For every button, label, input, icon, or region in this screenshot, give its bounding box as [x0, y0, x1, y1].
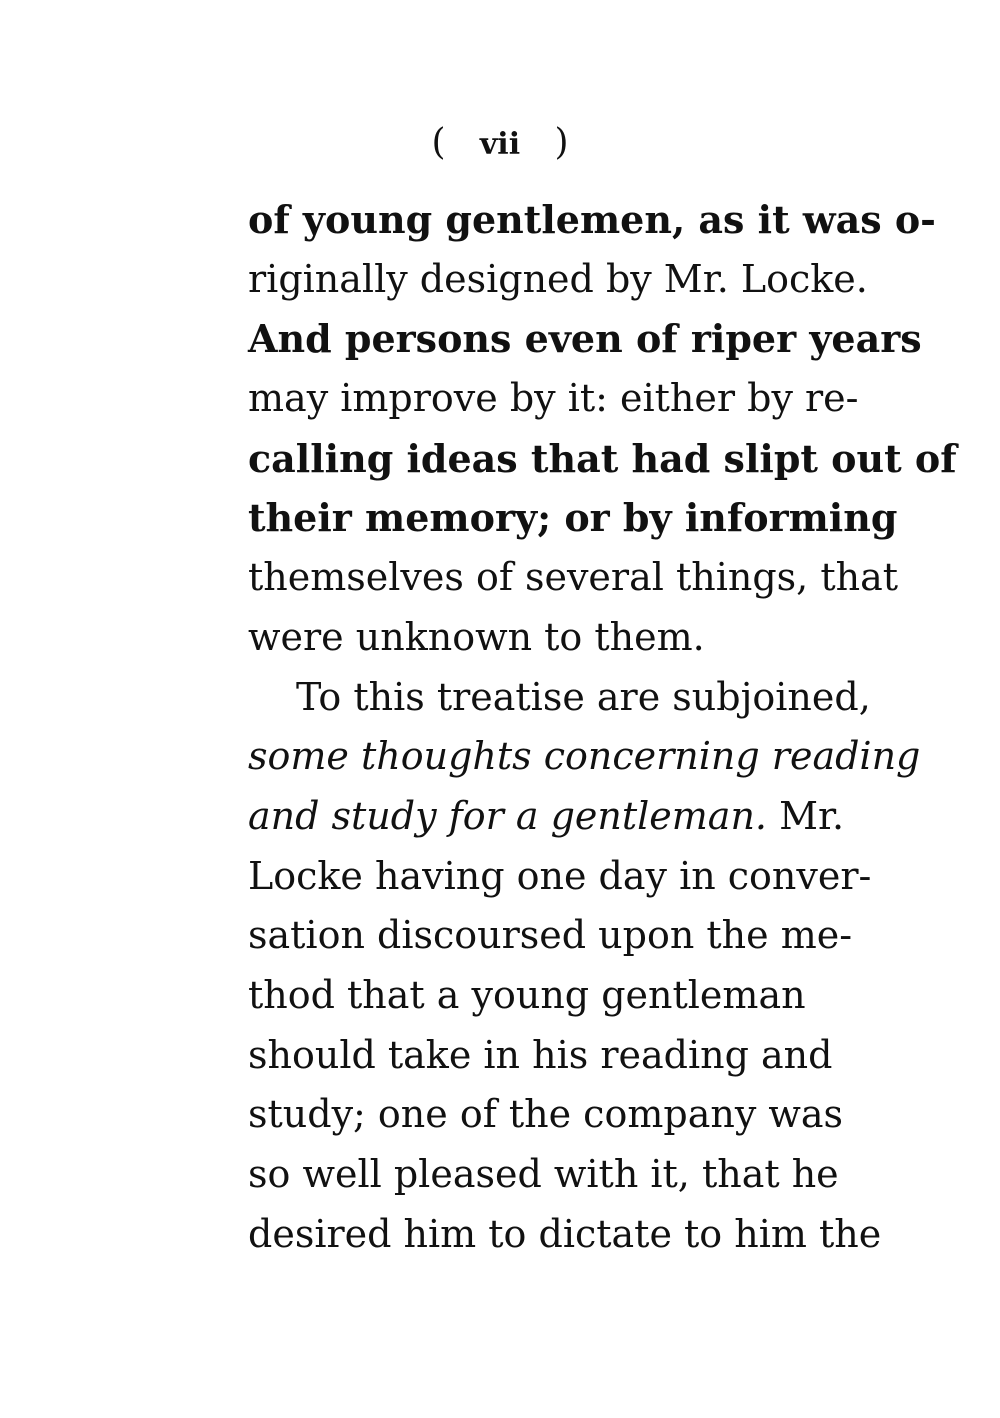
title-italic: and study for a gentleman.	[248, 793, 768, 838]
text-line: study; one of the company was	[248, 1092, 844, 1137]
text-line: desired him to dictate to him the	[248, 1211, 882, 1256]
body-text	[248, 190, 957, 1264]
text-line-italic: some thoughts concerning reading	[248, 734, 921, 779]
folio-close-paren: )	[554, 122, 569, 163]
text-fragment: Mr.	[779, 793, 845, 838]
text-line: should take in his reading and	[248, 1032, 833, 1077]
text-line: thod that a young gentleman	[248, 972, 806, 1017]
text-line: their memory; or by informing	[248, 495, 898, 541]
text-line: Locke having one day in conver-	[248, 853, 872, 898]
text-line: riginally designed by Mr. Locke.	[248, 256, 868, 301]
text-line: To this treatise are subjoined,	[296, 674, 871, 719]
text-line: sation discoursed upon the me-	[248, 913, 853, 958]
folio-open-paren: (	[431, 122, 446, 163]
text-line: may improve by it: either by re-	[248, 376, 859, 421]
text-line: And persons even of riper years	[248, 316, 922, 362]
folio-number: vii	[479, 127, 521, 162]
page-number	[0, 118, 1000, 170]
text-line: calling ideas that had slipt out of	[248, 435, 957, 481]
text-line: so well pleased with it, that he	[248, 1152, 839, 1196]
text-line: of young gentlemen, as it was o-	[248, 197, 936, 242]
text-line-mixed	[248, 787, 845, 847]
text-line: themselves of several things, that	[248, 555, 898, 600]
text-line: were unknown to them.	[248, 614, 705, 659]
